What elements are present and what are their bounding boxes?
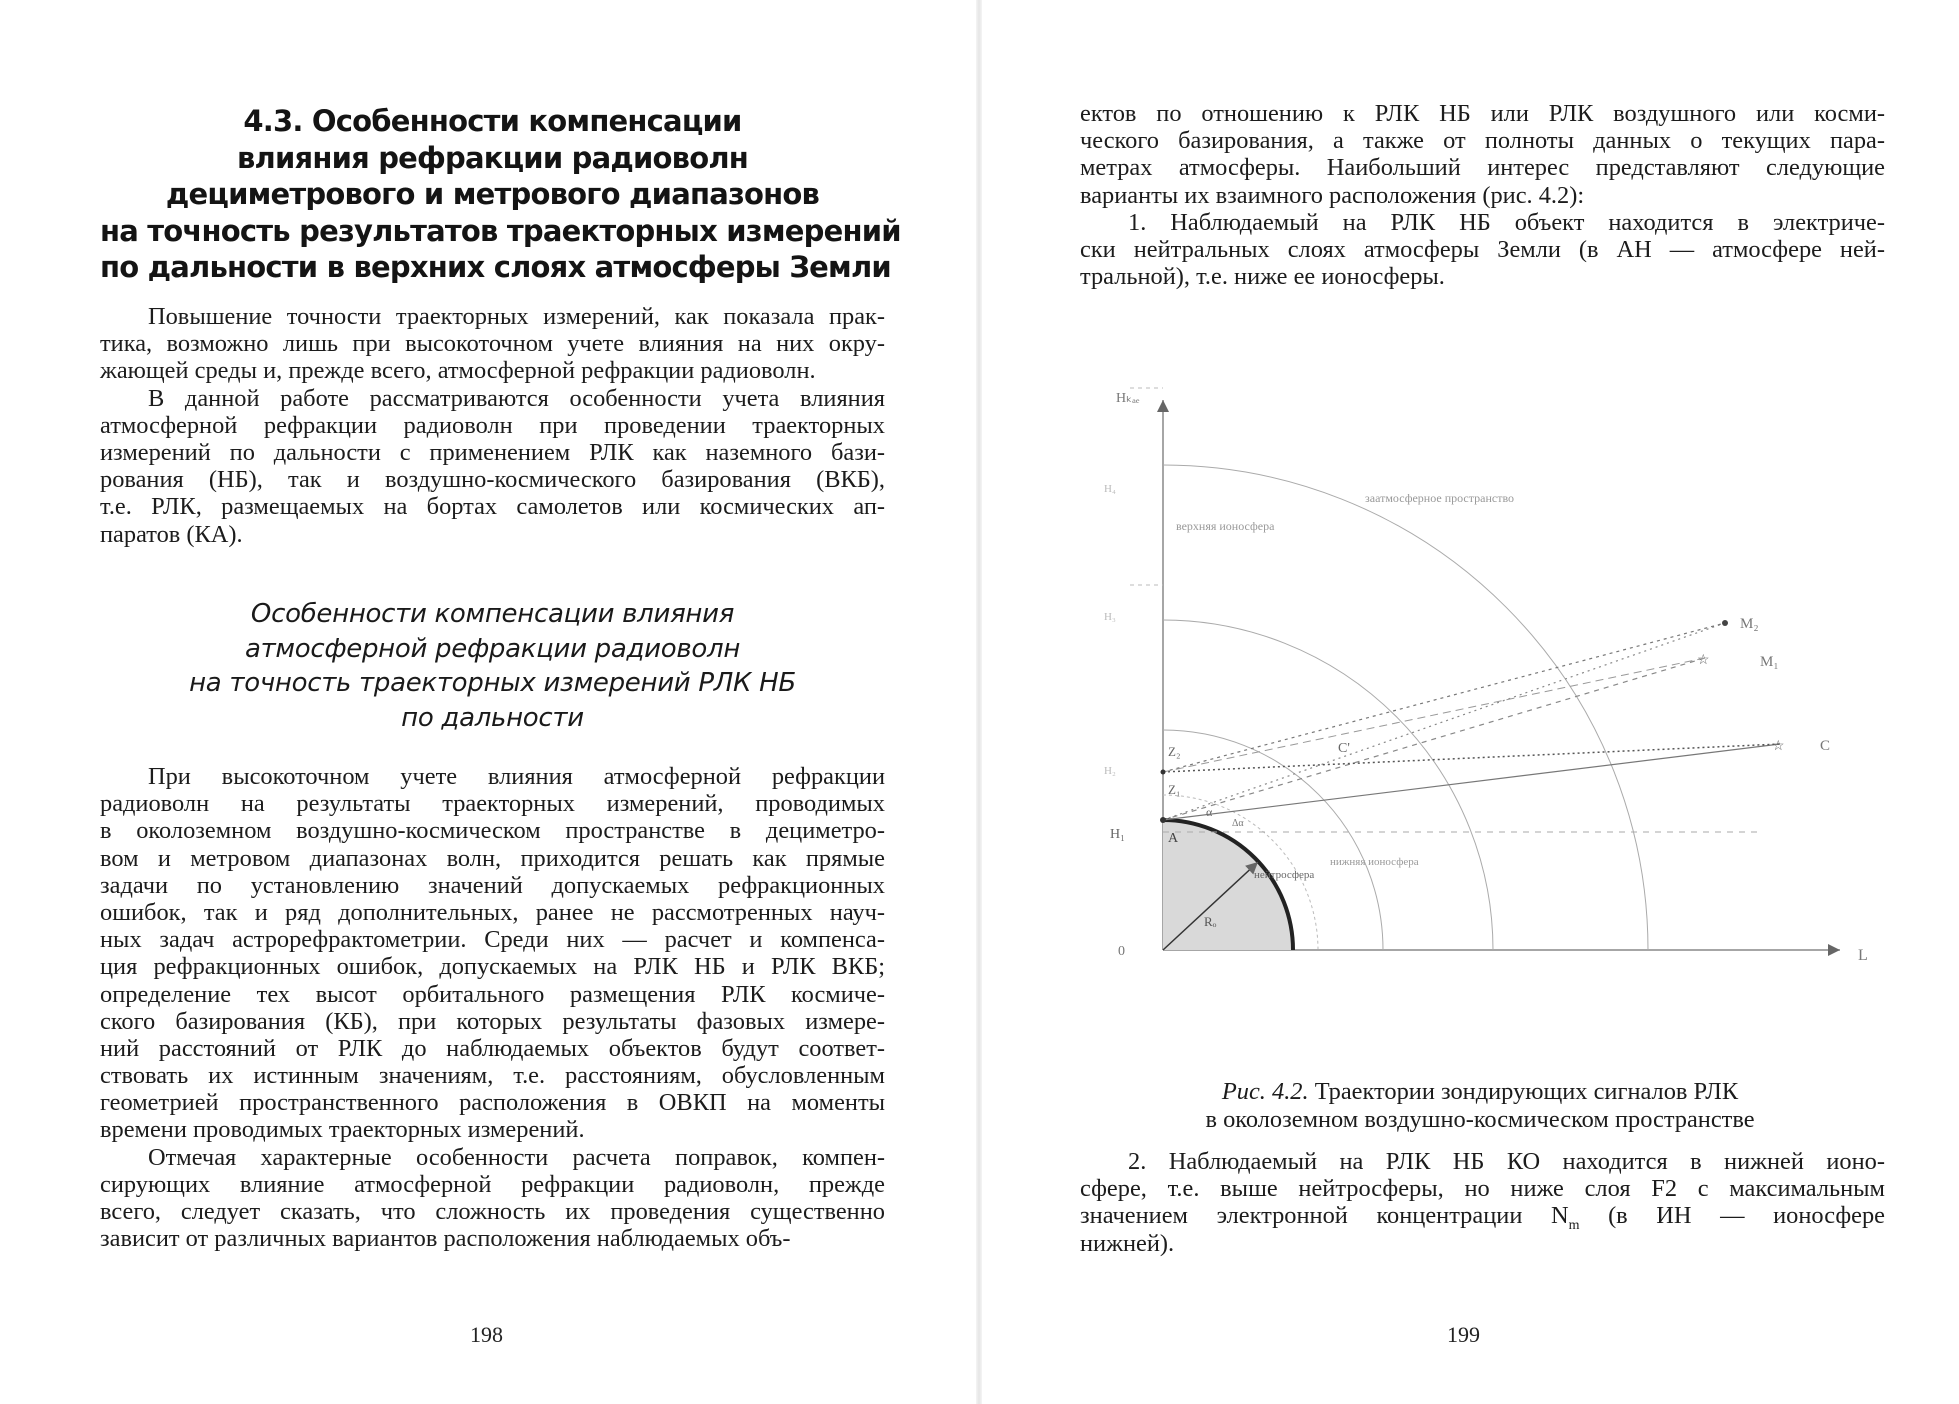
heading-line: Особенности компенсации влияния xyxy=(250,599,735,629)
text-line: 2. Наблюдаемый на РЛК НБ КО находится в нижней ионо- xyxy=(1128,1148,1885,1175)
ray-z2-c xyxy=(1163,744,1780,772)
text-line: нижней). xyxy=(1080,1229,1175,1257)
alpha-label: α xyxy=(1206,805,1213,819)
text-line: паратов (КА). xyxy=(100,520,243,548)
text-line: При высокоточном учете влияния атмосферной рефракции xyxy=(148,763,885,790)
n-subscript: m xyxy=(1568,1218,1580,1234)
star-m1: ☆ xyxy=(1697,653,1710,668)
text-line: жающей среды и, прежде всего, атмосферной рефракции радиоволн. xyxy=(100,357,816,385)
point-a-label: A xyxy=(1168,831,1179,846)
m1-label: M₁ xyxy=(1760,654,1779,670)
text-line: В данной работе рассматриваются особенности учета влияния xyxy=(148,384,885,412)
text-line: ски нейтральных слоях атмосферы Земли (в АН — атмосфере ней- xyxy=(1080,235,1885,263)
heading-line: по дальности xyxy=(401,702,584,733)
text-line: ошибок, так и ряд дополнительных, ранее не рассмотренных науч- xyxy=(100,898,885,926)
page-number-right: 199 xyxy=(1447,1322,1480,1347)
heading-line: на точность траекторных измерений РЛК НБ xyxy=(189,668,796,698)
text-line: радиоволн на результаты траекторных измерений, проводимых xyxy=(100,790,885,818)
text-line: ского базирования (КБ), при которых результаты фазовых измере- xyxy=(100,1007,885,1035)
text-line: т.е. РЛК, размещаемых на бортах самолетов или космических ап- xyxy=(100,493,885,521)
ray-a-m1 xyxy=(1163,658,1705,820)
lower-ionosphere-label: нижняя ионосфера xyxy=(1330,856,1419,868)
intro-paragraphs xyxy=(100,303,885,548)
star-c: ☆ xyxy=(1772,739,1785,754)
caption-line-2: в околоземном воздушно-космическом пространстве xyxy=(1205,1106,1755,1133)
text-line: задачи по установлению значений допускаемых рефракционных xyxy=(100,871,885,899)
y-axis-label: Hₖₐₑ xyxy=(1116,391,1140,406)
origin-label: 0 xyxy=(1118,944,1125,959)
figure-4-2 xyxy=(1080,380,1880,1000)
heading-line: на точность результатов траекторных измерений xyxy=(100,213,901,248)
text-line: вом и метровом диапазонах волн, приходится решать как прямые xyxy=(100,844,885,872)
page-number-left: 198 xyxy=(470,1322,503,1347)
outer-space-label: заатмосферное пространство xyxy=(1365,491,1515,505)
text-line: сирующих влияние атмосферной рефракции радиоволн, прежде xyxy=(100,1170,885,1198)
text-line: метрах атмосферы. Наибольший интерес представляют следующие xyxy=(1080,154,1885,182)
text-line: варианты их взаимного расположения (рис. 4.2): xyxy=(1080,181,1585,209)
text-line: определение тех высот орбитального размещения РЛК космиче- xyxy=(100,980,885,1008)
trajectory-diagram xyxy=(1080,380,1880,1000)
m2-label: M₂ xyxy=(1740,616,1759,632)
text-line: ция рефракционных ошибок, допускаемых на РЛК НБ и РЛК ВКБ; xyxy=(100,953,885,981)
text-line: ствовать их истинным значениям, т.е. расстояниям, обусловленным xyxy=(100,1062,885,1090)
point-m2 xyxy=(1722,620,1728,626)
right-page xyxy=(980,0,1959,1404)
text-line: атмосферной рефракции радиоволн при проведении траекторных xyxy=(100,411,885,439)
text-line xyxy=(1080,1202,1885,1234)
text-line: ческого базирования, а также от полноты данных о текущих пара- xyxy=(1080,127,1885,155)
c-label: C xyxy=(1820,738,1831,754)
section-title xyxy=(100,103,901,286)
h4-label: H₄ xyxy=(1104,483,1116,495)
h1-label: H₁ xyxy=(1110,827,1125,842)
text-line: Повышение точности траекторных измерений, как показала прак- xyxy=(148,303,885,330)
body-paragraphs xyxy=(100,763,885,1252)
subsection-title xyxy=(110,597,875,735)
text-line: Отмечая характерные особенности расчета поправок, компен- xyxy=(148,1143,885,1171)
text-line: тральной), т.е. ниже ее ионосферы. xyxy=(1080,263,1445,291)
text-line: ектов по отношению к РЛК НБ или РЛК воздушного или косми- xyxy=(1080,100,1885,127)
upper-ionosphere-label: верхняя ионосфера xyxy=(1176,519,1275,533)
point-a xyxy=(1160,817,1166,823)
heading-line: влияния рефракции радиоволн xyxy=(237,140,748,175)
text-line: времени проводимых траекторных измерений. xyxy=(100,1116,585,1144)
ray-a-c xyxy=(1163,744,1780,820)
h3-label: H₃ xyxy=(1104,611,1116,623)
neutrosphere-label: нейтросфера xyxy=(1254,869,1315,881)
heading-line: атмосферной рефракции радиоволн xyxy=(244,633,741,664)
text-line: геометрией пространственного расположения в ОВКП на моменты xyxy=(100,1089,885,1117)
x-axis-label: L xyxy=(1858,947,1868,964)
heading-line: по дальности в верхних слоях атмосферы Земли xyxy=(100,250,891,284)
z1-label: Z₁ xyxy=(1168,782,1181,797)
delta-alpha-label: Δα xyxy=(1232,818,1244,829)
text-line: тика, возможно лишь при высокоточном учете влияния на них окру- xyxy=(100,330,885,358)
text-line: рования (НБ), так и воздушно-космического базирования (ВКБ), xyxy=(100,466,885,494)
n-concentration-text: значением электронной концентрации N xyxy=(1080,1202,1569,1230)
ray-z2-m1 xyxy=(1163,658,1705,772)
radius-label: Rₒ xyxy=(1204,914,1217,929)
n-rest-text: (в ИН — ионосфере xyxy=(1579,1202,1885,1230)
point-z2 xyxy=(1161,770,1166,775)
ray-a-m2 xyxy=(1163,623,1725,820)
text-line: зависит от различных вариантов расположения наблюдаемых объ- xyxy=(100,1225,791,1253)
top-paragraphs xyxy=(1080,100,1885,290)
caption-line-1: Траектории зондирующих сигналов РЛК xyxy=(1308,1078,1739,1105)
text-line: сфере, т.е. выше нейтросферы, но ниже слоя F2 с максимальным xyxy=(1080,1175,1885,1203)
bottom-paragraphs xyxy=(1080,1148,1885,1257)
left-page xyxy=(0,0,978,1404)
text-line: всего, следует сказать, что сложность их проведения существенно xyxy=(100,1198,885,1225)
caption-label: Рис. 4.2. xyxy=(1221,1078,1309,1105)
h2-label: H₂ xyxy=(1104,765,1116,777)
z2-label: Z₂ xyxy=(1168,744,1181,759)
text-line: 1. Наблюдаемый на РЛК НБ объект находится в электриче- xyxy=(1128,208,1885,236)
text-line: измерений по дальности с применением РЛК как наземного бази- xyxy=(100,438,885,466)
heading-line: дециметрового и метрового диапазонов xyxy=(165,177,820,211)
text-line: ных задач астрорефрактометрии. Среди них — расчет и компенса- xyxy=(100,926,885,954)
heading-line: 4.3. Особенности компенсации xyxy=(243,104,742,138)
figure-caption xyxy=(1060,1078,1900,1134)
ray-z2-m2 xyxy=(1163,623,1725,772)
text-line: ний расстояний от РЛК до наблюдаемых объектов будут соответ- xyxy=(100,1034,885,1062)
text-line: в околоземном воздушно-космическом пространстве в дециметро- xyxy=(100,817,885,845)
c-prime-label: C' xyxy=(1338,741,1350,756)
